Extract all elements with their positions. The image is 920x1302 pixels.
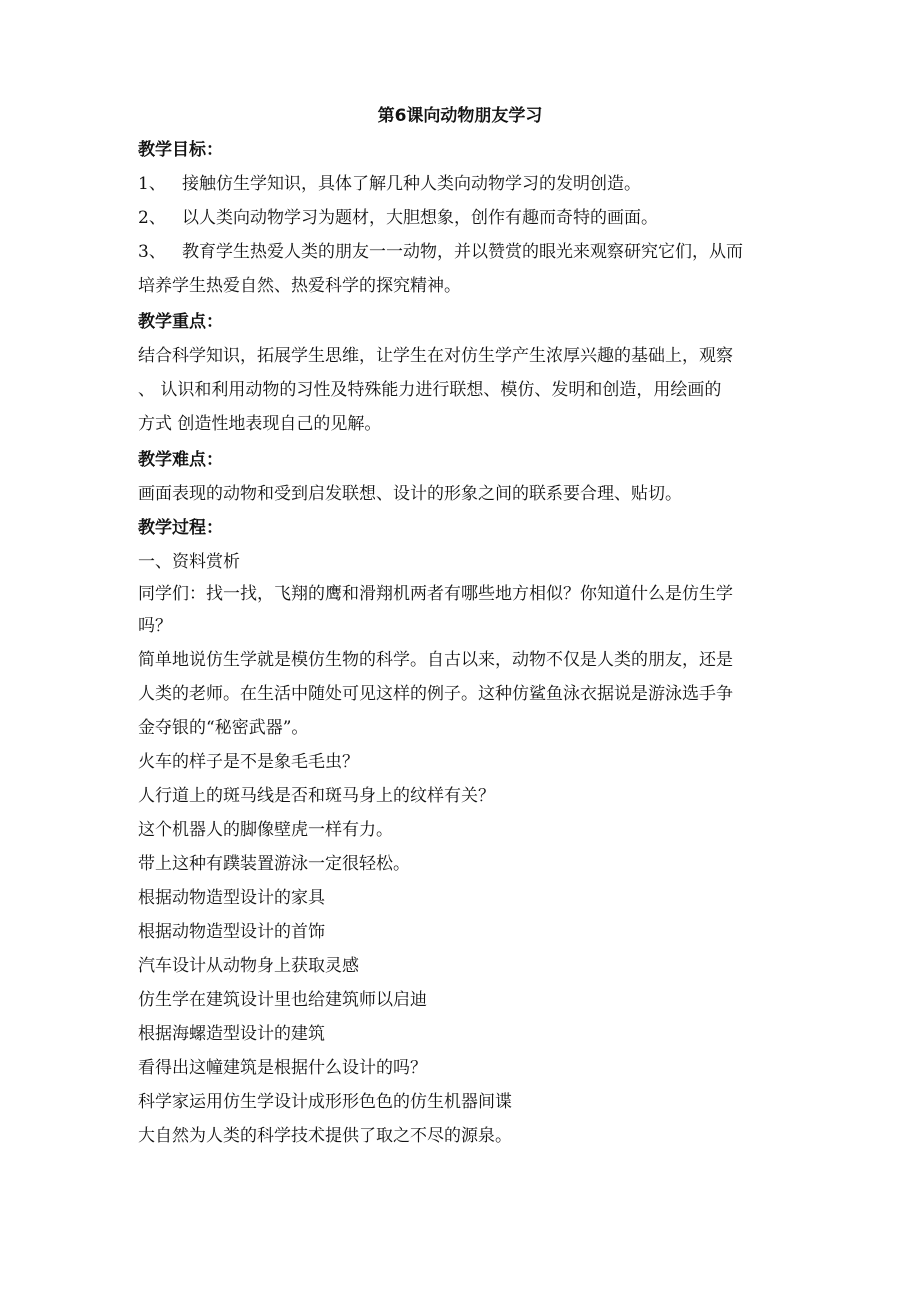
process-line: 仿生学在建筑设计里也给建筑师以启迪 — [138, 990, 427, 1010]
objective-text-3: 教育学生热爱人类的朋友一一动物，并以赞赏的眼光来观察研究它们，从而 — [182, 242, 743, 262]
process-line: 根据动物造型设计的家具 — [138, 888, 325, 908]
process-line: 根据海螺造型设计的建筑 — [138, 1024, 325, 1044]
objective-item-1 — [138, 170, 798, 198]
process-heading: 教学过程： — [138, 518, 223, 538]
process-line: 科学家运用仿生学设计成形形色色的仿生机器间谍 — [138, 1092, 512, 1112]
page-title: 第6课向动物朋友学习 — [377, 106, 543, 126]
objectives-heading: 教学目标： — [138, 140, 223, 160]
process-line: 带上这种有蹼装置游泳一定很轻松。 — [138, 854, 410, 874]
process-line: 火车的样子是不是象毛毛虫？ — [138, 752, 359, 772]
objective-num-3: 3、 — [138, 242, 166, 262]
objective-text-2: 以人类向动物学习为题材，大胆想象，创作有趣而奇特的画面。 — [182, 208, 658, 228]
process-line: 简单地说仿生学就是模仿生物的科学。自古以来，动物不仅是人类的朋友，还是 — [138, 650, 733, 670]
process-line: 人行道上的斑马线是否和斑马身上的纹样有关？ — [138, 786, 495, 806]
objective-item-3-cont: 培养学生热爱自然、热爱科学的探究精神。 — [138, 276, 461, 296]
process-line: 根据动物造型设计的首饰 — [138, 922, 325, 942]
process-line: 汽车设计从动物身上获取灵感 — [138, 956, 359, 976]
process-line: 看得出这幢建筑是根据什么设计的吗？ — [138, 1058, 427, 1078]
key-points-line: 、 认识和利用动物的习性及特殊能力进行联想、模仿、发明和创造，用绘画的 — [138, 380, 722, 400]
process-line: 金夺银的“秘密武器”。 — [138, 718, 309, 738]
objective-num-1: 1、 — [138, 174, 166, 194]
difficulties-line: 画面表现的动物和受到启发联想、设计的形象之间的联系要合理、贴切。 — [138, 484, 682, 504]
key-points-line: 结合科学知识，拓展学生思维，让学生在对仿生学产生浓厚兴趣的基础上，观察 — [138, 346, 733, 366]
key-points-line: 方式 创造性地表现自己的见解。 — [138, 414, 382, 434]
process-line: 同学们：找一找，飞翔的鹰和滑翔机两者有哪些地方相似？你知道什么是仿生学 — [138, 584, 733, 604]
objective-num-2: 2、 — [138, 208, 166, 228]
section-1-heading: 一、资料赏析 — [138, 552, 240, 572]
objective-item-3 — [138, 238, 798, 266]
objective-item-2 — [138, 204, 798, 232]
objective-text-1: 接触仿生学知识，具体了解几种人类向动物学习的发明创造。 — [182, 174, 641, 194]
difficulties-heading: 教学难点： — [138, 450, 223, 470]
process-line: 吗？ — [138, 616, 172, 636]
process-line: 大自然为人类的科学技术提供了取之不尽的源泉。 — [138, 1126, 512, 1146]
key-points-heading: 教学重点： — [138, 312, 223, 332]
process-line: 这个机器人的脚像壁虎一样有力。 — [138, 820, 393, 840]
process-line: 人类的老师。在生活中随处可见这样的例子。这种仿鲨鱼泳衣据说是游泳选手争 — [138, 684, 733, 704]
